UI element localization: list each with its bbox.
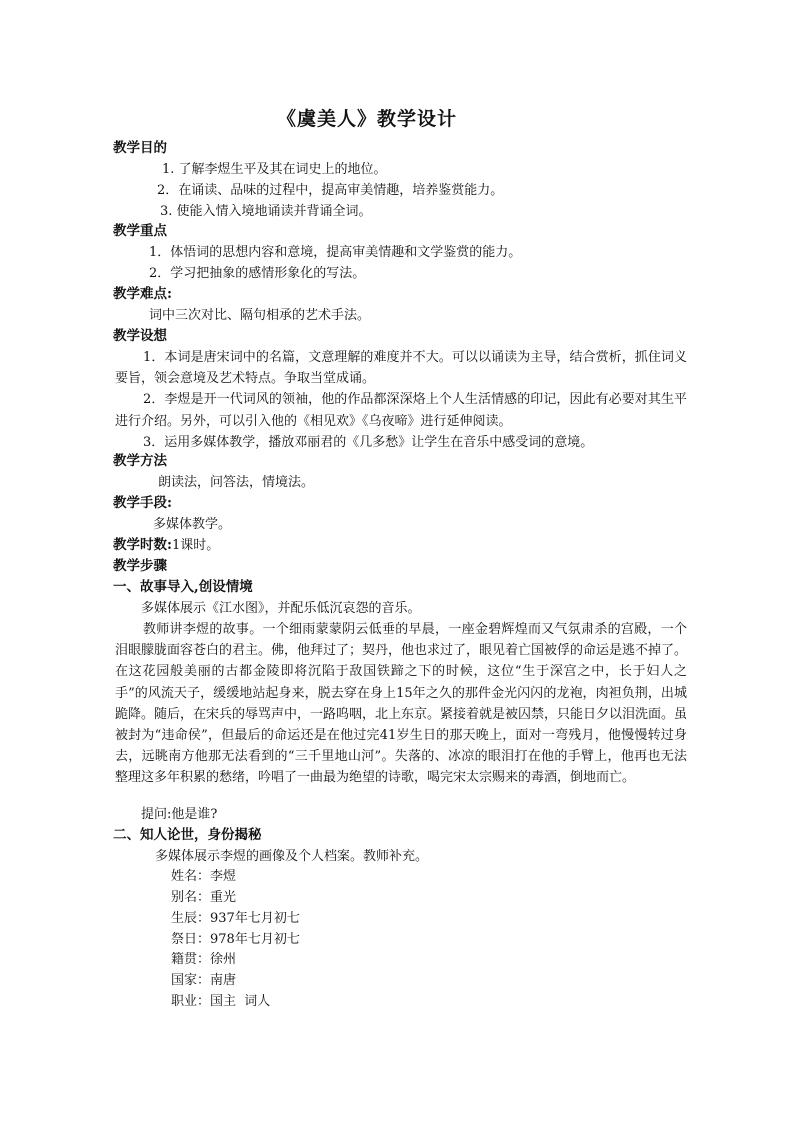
profile-country: 国家：南唐	[171, 973, 237, 988]
profile-death: 祭日：978年七月初七	[171, 932, 300, 947]
concept-heading: 教学设想	[113, 328, 167, 344]
story-paragraph: 教师讲李煜的故事。一个细雨蒙蒙阴云低垂的早晨，一座金碧辉煌而又气氛肃杀的宫殿，一个泪眼朦胧面容苍白的君主。佛，他拜过了；契丹，他也求过了，眼见着亡国被俘的命运是逃不掉了。在这花园般美丽的古都金陵即将沉陷于敌国铁蹄之下的时候，这位“生于深宫之中，长于妇人之手”的风流天子，缓缓地站起身来，脱去穿在身上15年之久的那件金光闪闪的龙袍，肉袒负荆，出城跪降。随后，在宋兵的辱骂声中，一路呜咽，北上东京。紧接着就是被囚禁，只能日夕以泪洗面。虽被封为“违命侯”，但最后的命运还是在他过完41岁生日的那天晚上，面对一弯残月，他慢慢转过身去，远眺南方他那无法看到的“三千里地山河”。失落的、冰凉的眼泪打在他的手臂上，他再也无法整理这多年积累的愁绪，吟唱了一曲最为绝望的诗歌，喝完宋太宗赐来的毒酒，倒地而亡。	[115, 622, 688, 786]
focus-item: 2．学习把抽象的感情形象化的写法。	[149, 266, 366, 281]
focus-heading: 教学重点	[113, 223, 167, 239]
profile-occupation: 职业：国主 词人	[171, 994, 271, 1009]
method-heading: 教学方法	[113, 453, 167, 469]
concept-paragraph: 1．本词是唐宋词中的名篇，文意理解的难度并不大。可以以诵读为主导，结合赏析，抓住词义要旨，领会意境及艺术特点。争取当堂成诵。	[115, 350, 687, 387]
difficulty-text: 词中三次对比、隔句相承的艺术手法。	[149, 308, 371, 323]
part2-heading: 二、知人论世，身份揭秘	[113, 827, 262, 843]
objectives-heading: 教学目的	[113, 140, 167, 156]
hours-text: 1课时。	[171, 538, 220, 553]
method-text: 朗读法，问答法，情境法。	[158, 475, 315, 490]
concept-paragraph: 2．李煜是开一代词风的领袖，他的作品都深深烙上个人生活情感的印记，因此有必要对其生平进行介绍。另外，可以引入他的《相见欢》《乌夜啼》进行延伸阅读。	[115, 392, 687, 429]
concept-paragraph: 3．运用多媒体教学，播放邓丽君的《几多愁》让学生在音乐中感受词的意境。	[143, 434, 594, 450]
means-text: 多媒体教学。	[153, 517, 232, 532]
hours-heading: 教学时数:	[113, 537, 172, 553]
profile-birth: 生辰：937年七月初七	[171, 911, 300, 926]
profile-hometown: 籍贯：徐州	[171, 952, 237, 967]
profile-alias: 别名：重光	[171, 890, 237, 905]
concept-body	[115, 347, 687, 453]
profile-name: 姓名：李煜	[171, 869, 237, 884]
document-title: 《虞美人》教学设计	[276, 108, 457, 130]
steps-heading: 教学步骤	[113, 558, 167, 574]
story-body	[115, 619, 687, 789]
objective-item: 2．在诵读、品味的过程中，提高审美情趣，培养鉴赏能力。	[157, 183, 504, 198]
means-heading: 教学手段:	[113, 495, 172, 511]
part1-line: 多媒体展示《江水图》，并配乐低沉哀怨的音乐。	[141, 601, 421, 616]
objective-item: 1. 了解李煜生平及其在词史上的地位。	[162, 162, 387, 177]
hours-line	[113, 535, 219, 556]
part2-line: 多媒体展示李煜的画像及个人档案。教师补充。	[155, 849, 429, 864]
focus-item: 1．体悟词的思想内容和意境，提高审美情趣和文学鉴赏的能力。	[149, 245, 522, 260]
question-text: 提问:他是谁?	[141, 807, 218, 822]
difficulty-heading: 教学难点:	[113, 286, 172, 302]
objective-item: 3. 使能入情入境地诵读并背诵全词。	[160, 204, 372, 219]
part1-heading: 一、故事导入,创设情境	[113, 579, 253, 595]
